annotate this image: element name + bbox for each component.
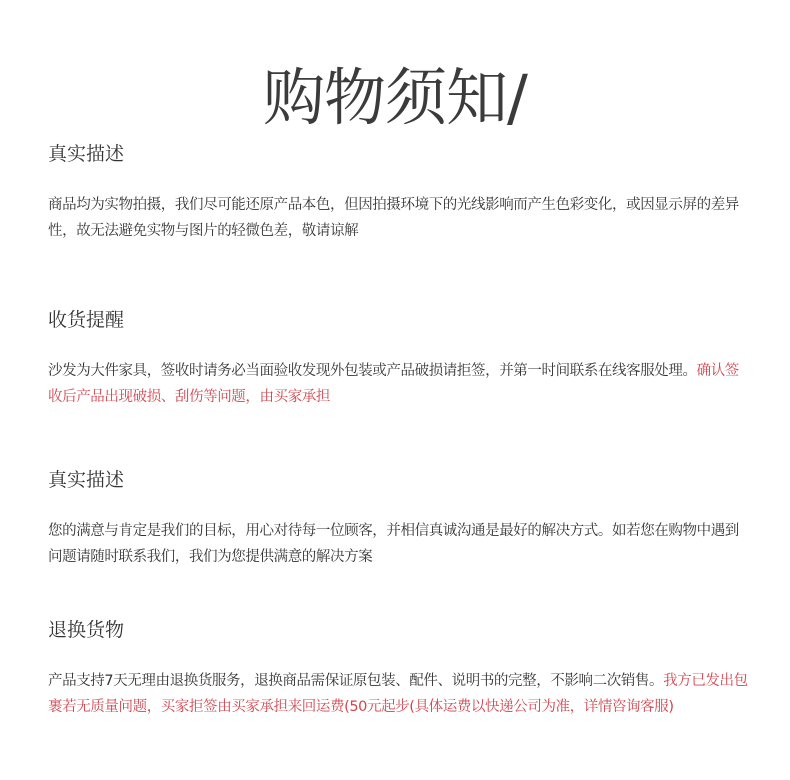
section-body [48,518,748,570]
page-title: 购物须知/ [263,60,527,134]
section-body [48,358,748,410]
section-true-description [48,141,748,244]
body-text: 产品支持7天无理由退换货服务，退换商品需保证原包装、配件、说明书的完整，不影响二次销售。 [48,673,664,689]
body-text: 商品均为实物拍摄，我们尽可能还原产品本色，但因拍摄环境下的光线影响而产生色彩变化，或因显示屏的差异性，故无法避免实物与图片的轻微色差，敬请谅解 [48,197,739,239]
section-returns-exchanges [48,617,748,720]
section-body [48,668,748,720]
body-text: 沙发为大件家具，签收时请务必当面验收发现外包装或产品破损请拒签，并第一时间联系在线客服处理。 [48,363,697,379]
warning-text: 我方已发出包裹若无质量问题，买家拒签由买家承担来回运费(50元起步(具体运费以快递公司为准，详情咨询客服) [48,673,748,715]
section-body [48,192,748,244]
body-text: 您的满意与肯定是我们的目标，用心对待每一位顾客，并相信真诚沟通是最好的解决方式。如若您在购物中遇到问题请随时联系我们，我们为您提供满意的解决方案 [48,523,739,565]
warning-text: 确认签收后产品出现破损、刮伤等问题，由买家承担 [48,363,739,405]
section-delivery-reminder [48,307,748,410]
section-service-promise [48,467,748,570]
section-heading: 收货提醒 [48,309,125,331]
section-heading: 退换货物 [48,619,125,641]
section-heading: 真实描述 [48,469,125,491]
section-heading: 真实描述 [48,143,125,165]
